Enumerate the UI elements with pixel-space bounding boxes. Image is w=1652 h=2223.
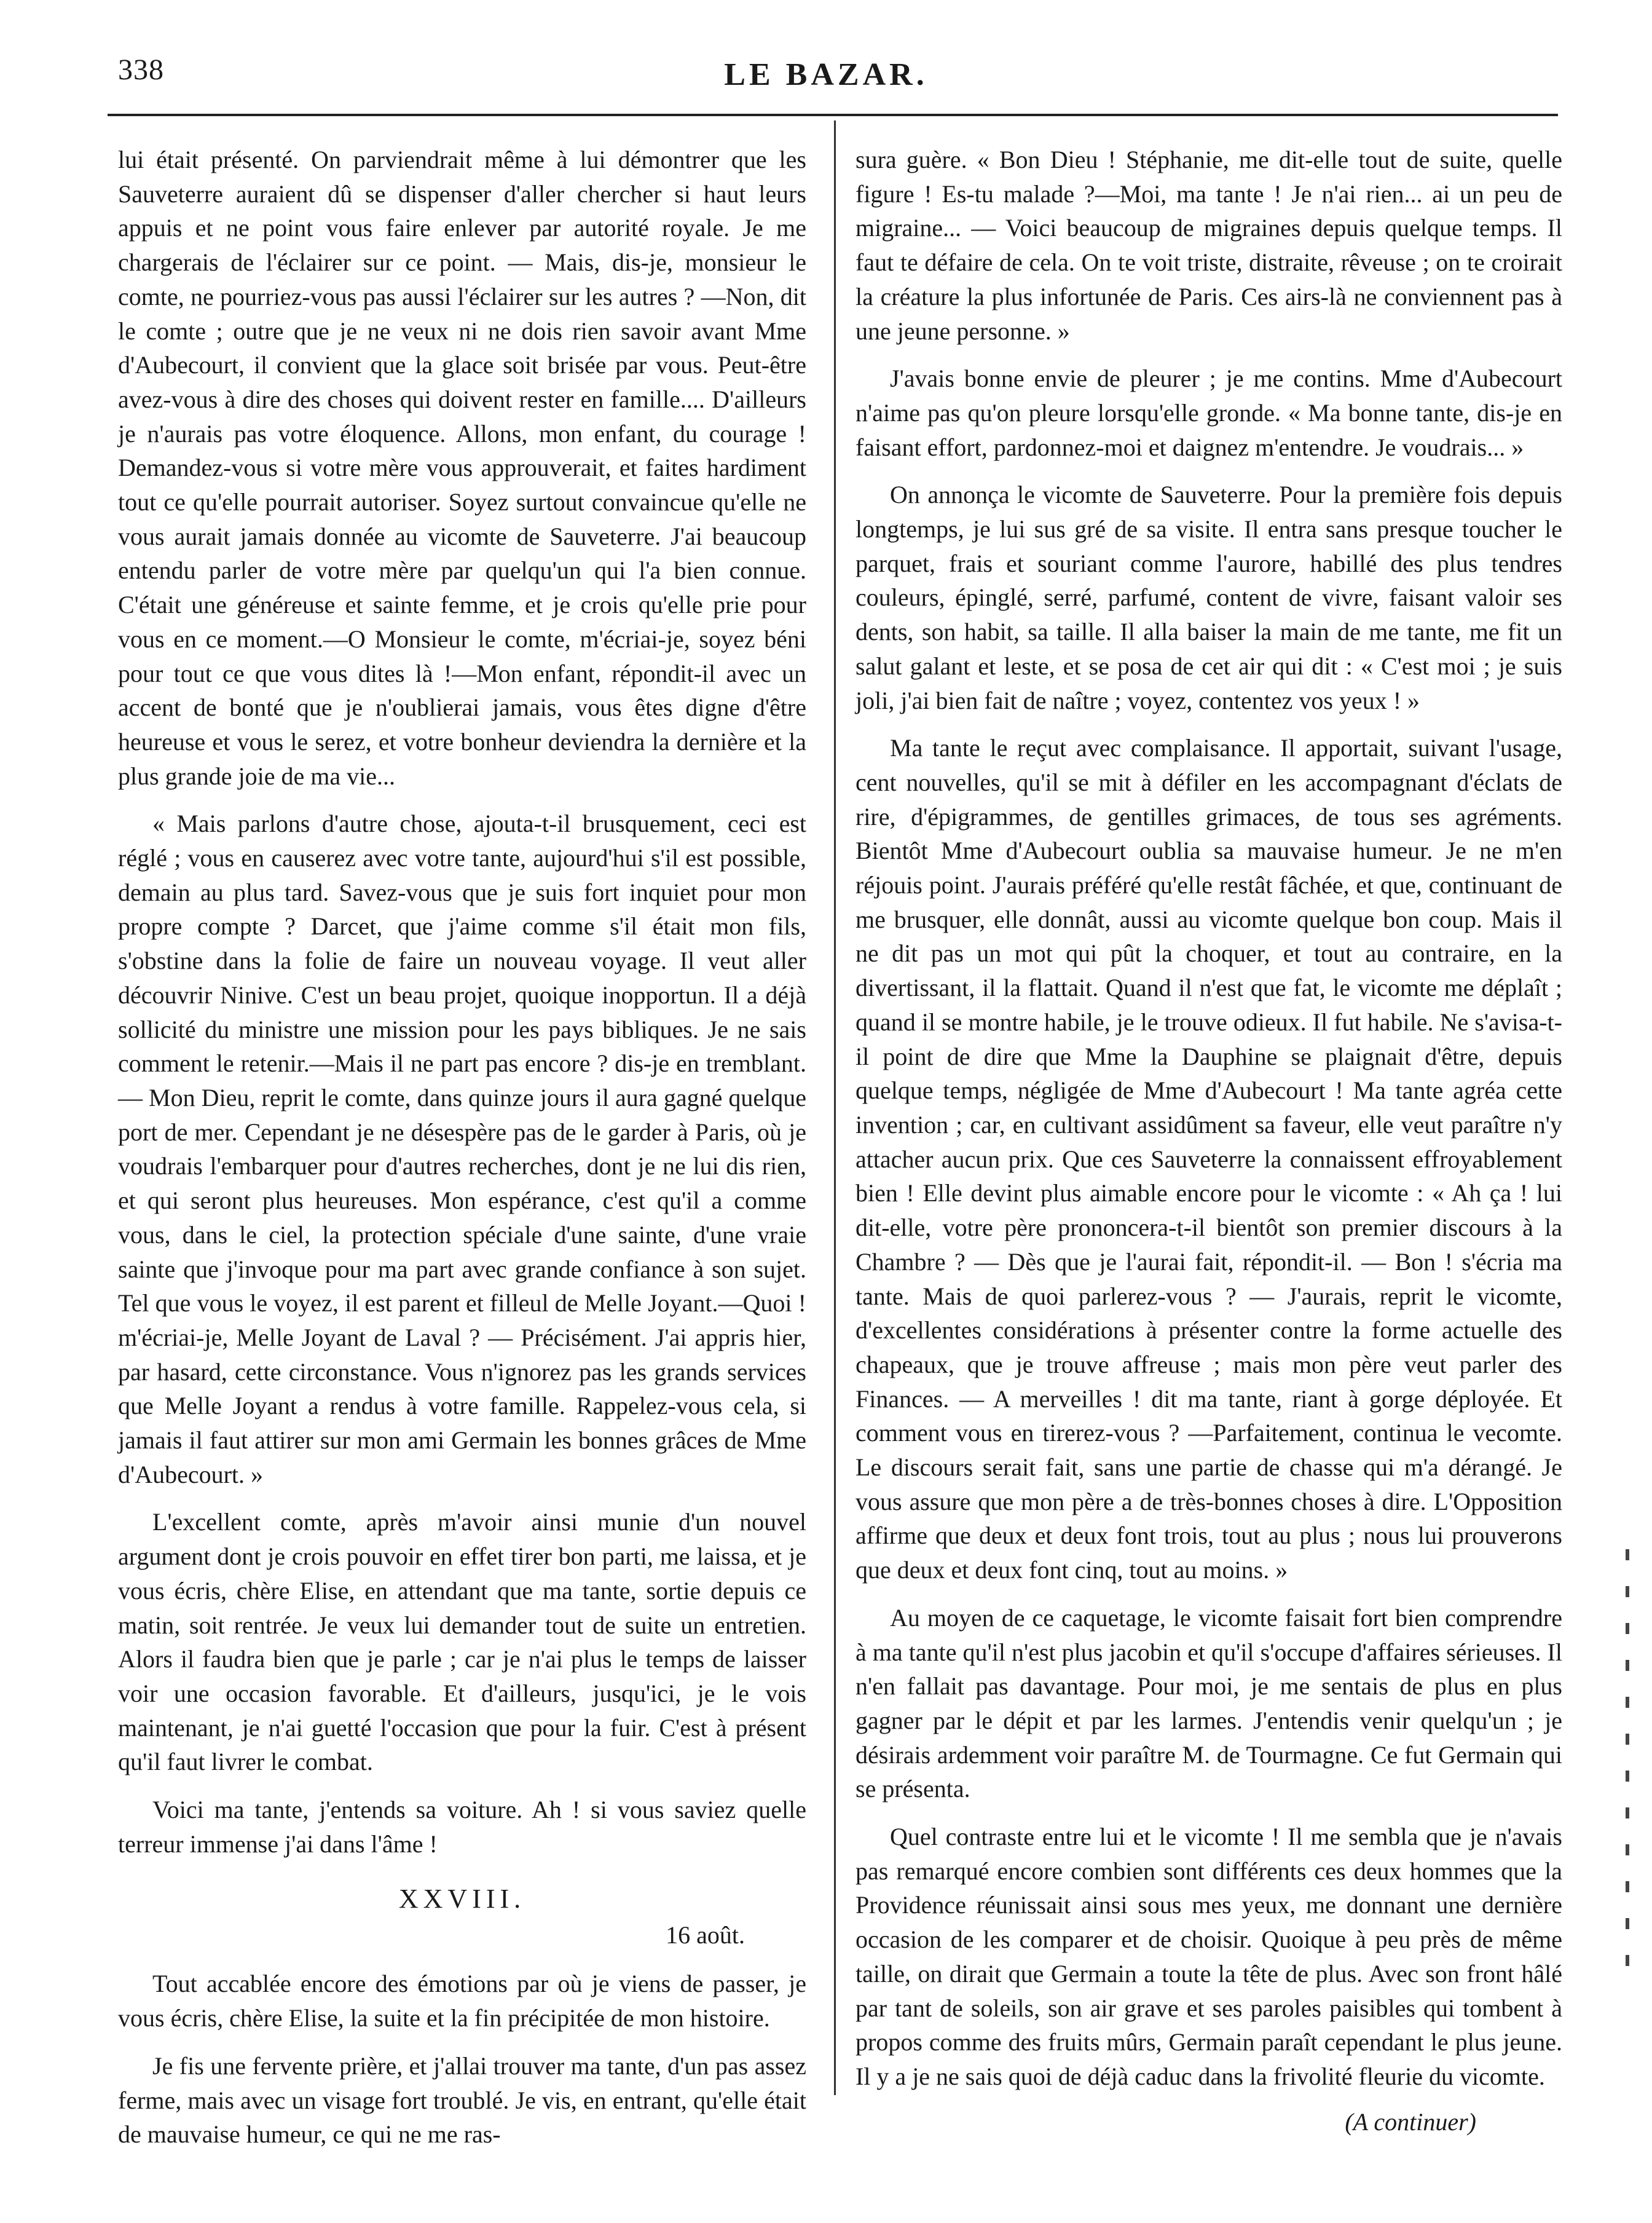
paragraph: L'excellent comte, après m'avoir ainsi munie d'un nouvel argument dont je crois pouvoir en effet tirer bon parti, me laissa, et je vous écris, chère Elise, en attendant que ma tante, sortie depuis ce matin, soit rentrée. Je veux lui demander tout de suite un entretien. Alors il faudra bien que je parle ; car je n'ai plus le temps de laisser voir une occasion favorable. Et d'ailleurs, jusqu'ici, je le vois maintenant, je n'ai guetté l'occasion que pour la fuir. C'est à présent qu'il faut livrer le combat. bbox=[118, 1508, 806, 1776]
paragraph: Tout accablée encore des émotions par où je viens de passer, je vous écris, chère Elise, la suite et la fin précipitée de mon histoire. bbox=[118, 1970, 806, 2032]
paragraph: « Mais parlons d'autre chose, ajouta-t-il brusquement, ceci est réglé ; vous en causerez avec votre tante, aujourd'hui s'il est possible, demain au plus tard. Savez-vous que je suis fort inquiet pour mon propre compte ? Darcet, que j'aime comme s'il était mon fils, s'obstine dans la folie de faire un nouveau voyage. Il veut aller découvrir Ninive. C'est un beau projet, quoique inopportun. Il a déjà sollicité du ministre une mission pour les pays bibliques. Je ne sais comment le retenir.—Mais il ne part pas encore ? dis-je en tremblant. — Mon Dieu, reprit le comte, dans quinze jours il aura gagné quelque port de mer. Cependant je ne désespère pas de le garder à Paris, où je voudrais l'embarquer pour d'autres recherches, dont je ne lui dis rien, et qui seront plus heureuses. Mon espérance, c'est qu'il a comme vous, dans le ciel, la protection spéciale d'une sainte, d'une vraie sainte que j'invoque pour ma part avec grande confiance à son sujet. Tel que vous le voyez, il est parent et filleul de Melle Joyant.—Quoi ! m'écriai-je, Melle Joyant de Laval ? — Précisément. J'ai appris hier, par hasard, cette circonstance. Vous n'ignorez pas les grands services que Melle Joyant a rendus à votre famille. Rappelez-vous cela, si jamais il faut attirer sur mon ami Germain les bonnes grâces de Mme d'Aubecourt. » bbox=[118, 810, 806, 1488]
paragraph: sura guère. « Bon Dieu ! Stéphanie, me dit-elle tout de suite, quelle figure ! Es-tu malade ?—Moi, ma tante ! Je n'ai rien... ai un peu de migraine... — Voici beaucoup de migraines depuis quelque temps. Il faut te défaire de cela. On te voit triste, distraite, rêveuse ; on te croirait la créature la plus infortunée de Paris. Ces airs-là ne conviennent pas à une jeune personne. » bbox=[856, 146, 1562, 345]
paragraph: On annonça le vicomte de Sauveterre. Pour la première fois depuis longtemps, je lui sus gré de sa visite. Il entra sans presque toucher le parquet, frais et souriant comme l'aurore, habillé des plus tendres couleurs, épinglé, serré, parfumé, content de vivre, faisant valoir ses dents, son habit, sa taille. Il alla baiser la main de me tante, me fit un salut galant et leste, et se posa de cet air qui dit : « C'est moi ; je suis joli, j'ai bien fait de naître ; voyez, contentez vos yeux ! » bbox=[856, 481, 1562, 714]
paragraph: Ma tante le reçut avec complaisance. Il apportait, suivant l'usage, cent nouvelles, qu'il se mit à défiler en les accompagnant d'éclats de rire, d'épigrammes, de gentilles grimaces, de tous ses agréments. Bientôt Mme d'Aubecourt oublia sa mauvaise humeur. Je ne m'en réjouis point. J'aurais préféré qu'elle restât fâchée, et que, continuant de me brusquer, elle donnât, aussi au vicomte quelque bon coup. Mais il ne dit pas un mot qui pût la choquer, et tout au contraire, en la divertissant, il la flattait. Quand il n'est que fat, le vicomte me déplaît ; quand il se montre habile, je le trouve odieux. Il fut habile. Ne s'avisa-t-il point de dire que Mme la Dauphine se plaignait d'être, depuis quelque temps, négligée de Mme d'Aubecourt ! Ma tante agréa cette invention ; car, en cultivant assidûment sa faveur, elle veut paraître n'y attacher aucun prix. Que ces Sauveterre la connaissent effroyablement bien ! Elle devint plus aimable encore pour le vicomte : « Ah ça ! lui dit-elle, votre père prononcera-t-il bientôt son premier discours à la Chambre ? — Dès que je l'aurai fait, répondit-il. — Bon ! s'écria ma tante. Mais de quoi parlerez-vous ? — J'aurais, reprit le vicomte, d'excellentes considérations à présenter contre la forme actuelle des chapeaux, que je trouve affreuse ; mais mon père veut parler des Finances. — A merveilles ! dit ma tante, riant à gorge déployée. Et comment vous en tirerez-vous ? —Parfaitement, continua le vecomte. Le discours serait fait, sans une partie de chasse qui m'a dérangé. Je vous assure que mon père a de très-bonnes choses à dire. L'Opposition affirme que deux et deux font trois, tout au plus ; nous lui prouverons que deux et deux font cinq, tout au moins. » bbox=[856, 734, 1562, 1584]
paragraph: Quel contraste entre lui et le vicomte ! Il me sembla que je n'avais pas remarqué encore combien sont différents ces deux hommes que la Providence réunissait ainsi sous mes yeux, me donnant une dernière occasion de les comparer et de choisir. Quoique à peu près de même taille, on dirait que Germain a toute la tête de plus. Avec son front hâlé par tant de soleils, son air grave et ses paroles paisibles qui tombent à propos comme des fruits mûrs, Germain paraît cependant le plus jeune. Il y a je ne sais quoi de déjà caduc dans la frivolité fleurie du vicomte. bbox=[856, 1823, 1562, 2090]
chapter-heading: XXVIII. bbox=[398, 1884, 526, 1914]
header-rule bbox=[108, 114, 1558, 116]
page-number: 338 bbox=[118, 53, 164, 86]
paragraph: lui était présenté. On parviendrait même à lui démontrer que les Sauveterre auraient dû se dispenser d'aller chercher si haut leurs appuis et ne point vous faire enlever par autorité royale. Je me chargerais de l'éclairer sur ce point. — Mais, dis-je, monsieur le comte, ne pourriez-vous pas aussi l'éclairer sur les autres ? —Non, dit le comte ; outre que je ne veux ni ne dois rien savoir avant Mme d'Aubecourt, il convient que la glace soit brisée par vous. Peut-être avez-vous à dire des choses qui doivent rester en famille.... D'ailleurs je n'aurais pas votre éloquence. Allons, mon enfant, du courage ! Demandez-vous si votre mère vous approuverait, et faites hardiment tout ce qu'elle pourrait autoriser. Soyez surtout convaincue qu'elle ne vous aurait jamais donnée au vicomte de Sauveterre. J'ai beaucoup entendu parler de votre mère par quelqu'un qui l'a bien connue. C'était une généreuse et sainte femme, et je crois qu'elle prie pour vous en ce moment.—O Monsieur le comte, m'écriai-je, soyez béni pour tout ce que vous dites là !—Mon enfant, répondit-il avec un accent de bonté que je n'oublierai jamais, vous êtes digne d'être heureuse et vous le serez, et votre bonheur deviendra la dernière et la plus grande joie de ma vie... bbox=[118, 146, 806, 790]
paragraph: Voici ma tante, j'entends sa voiture. Ah ! si vous saviez quelle terreur immense j'ai dans l'âme ! bbox=[118, 1796, 806, 1858]
running-title: LE BAZAR. bbox=[724, 57, 928, 92]
scan-edge-mark bbox=[1626, 1549, 1629, 1980]
right-column bbox=[856, 143, 1562, 2136]
continuation-note: (A continuer) bbox=[1345, 2107, 1476, 2136]
paragraph: J'avais bonne envie de pleurer ; je me contins. Mme d'Aubecourt n'aime pas qu'on pleure lorsqu'elle gronde. « Ma bonne tante, dis-je en faisant effort, pardonnez-moi et daignez m'entendre. Je voudrais... » bbox=[856, 365, 1562, 461]
date-line: 16 août. bbox=[666, 1921, 745, 1949]
paragraph: Au moyen de ce caquetage, le vicomte faisait fort bien comprendre à ma tante qu'il n'est plus jacobin et qu'il s'occupe d'affaires sérieuses. Il n'en fallait pas davantage. Pour moi, je me sentais de plus en plus gagner par le dépit et par les larmes. J'entendis venir quelqu'un ; je désirais ardemment voir paraître M. de Tourmagne. Ce fut Germain qui se présenta. bbox=[856, 1603, 1562, 1803]
paragraph: Je fis une fervente prière, et j'allai trouver ma tante, d'un pas assez ferme, mais avec un visage fort troublé. Je vis, en entrant, qu'elle était de mauvaise humeur, ce qui ne me ras- bbox=[118, 2051, 806, 2149]
column-divider bbox=[834, 120, 836, 2095]
left-column bbox=[118, 143, 806, 2165]
